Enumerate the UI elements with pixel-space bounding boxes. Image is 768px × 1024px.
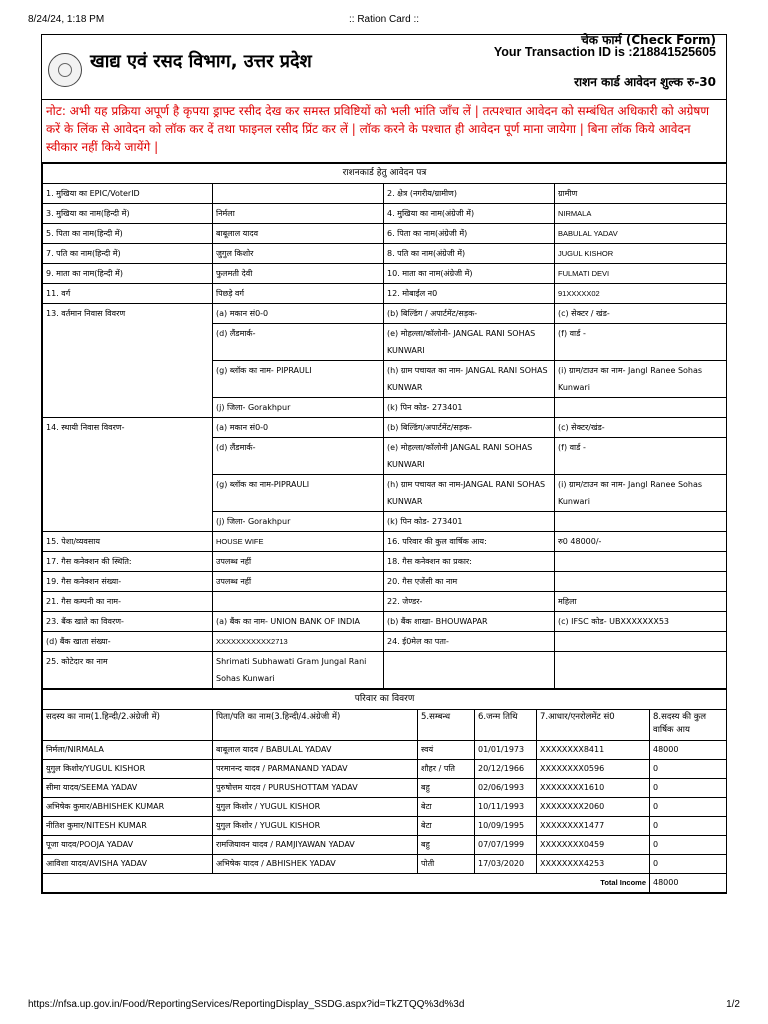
table-row [43, 741, 727, 760]
table-row [43, 224, 727, 244]
form-header [42, 35, 726, 100]
field-value: (c) IFSC कोड- UBXXXXXXX53 [555, 612, 727, 632]
member-name: निर्मला/NIRMALA [43, 741, 213, 760]
field-label: 5. पिता का नाम(हिन्दी में) [43, 224, 213, 244]
field-label: 23. बैंक खाते का विवरण- [43, 612, 213, 632]
field-value: (c) सेक्टर/खंड- [555, 418, 727, 438]
table-row [43, 184, 727, 204]
field-value: (b) बिल्डिंग / अपार्टमेंट/सड़क- [384, 304, 555, 324]
field-value: HOUSE WIFE [213, 532, 384, 552]
table-row [43, 592, 727, 612]
column-header: 8.सदस्य की कुल वार्षिक आय [650, 710, 727, 741]
transaction-label: Your Transaction ID is : [493, 45, 633, 59]
field-label: 11. वर्ग [43, 284, 213, 304]
field-value: Shrimati Subhawati Gram Jungal Rani Sohas Kunwari [213, 652, 384, 689]
up-emblem-icon [48, 53, 82, 87]
field-label: 17. गैस कनेक्शन की स्थिति: [43, 552, 213, 572]
field-value: (f) वार्ड - [555, 324, 727, 361]
income: 0 [650, 798, 727, 817]
relation: पोती [418, 855, 475, 874]
parent-name: युगुल किशोर / YUGUL KISHOR [213, 817, 418, 836]
field-label: 24. ई0मेल का पता- [384, 632, 555, 652]
field-label: 8. पति का नाम(अंग्रेजी में) [384, 244, 555, 264]
aadhaar-number: XXXXXXXX0459 [537, 836, 650, 855]
application-table [42, 163, 727, 689]
field-value: BABULAL YADAV [555, 224, 727, 244]
field-value [555, 552, 727, 572]
relation: बेटा [418, 817, 475, 836]
page-url: https://nfsa.up.gov.in/Food/ReportingServices/ReportingDisplay_SSDG.aspx?id=TkZTQQ%3d%3d [28, 999, 465, 1010]
parent-name: पुरुषोत्तम यादव / PURUSHOTTAM YADAV [213, 779, 418, 798]
relation: बहु [418, 779, 475, 798]
field-value [555, 652, 727, 689]
total-income-value: 48000 [650, 874, 727, 893]
field-value: (b) बिल्डिंग/अपार्टमेंट/सड़क- [384, 418, 555, 438]
table-row [43, 760, 727, 779]
field-value: (e) मोहल्ला/कॉलोनी- JANGAL RANI SOHAS KUNWARI [384, 324, 555, 361]
field-label: 4. मुखिया का नाम(अंग्रेजी में) [384, 204, 555, 224]
field-value: (e) मोहल्ला/कॉलोनी JANGAL RANI SOHAS KUNWARI [384, 438, 555, 475]
field-value: (a) मकान सं0-0 [213, 304, 384, 324]
family-header-row [43, 710, 727, 741]
permanent-address-label: 14. स्थायी निवास विवरण- [43, 418, 213, 532]
field-value: (i) ग्राम/टाउन का नाम- Jangl Ranee Sohas Kunwari [555, 361, 727, 398]
field-label: 20. गैस एजेंसी का नाम [384, 572, 555, 592]
current-address-label: 13. वर्तमान निवास विवरण [43, 304, 213, 418]
field-label: 1. मुखिया का EPIC/VoterID [43, 184, 213, 204]
field-value: (h) ग्राम पचायत का नाम-JANGAL RANI SOHAS KUNWAR [384, 475, 555, 512]
field-value: XXXXXXXXXXX2713 [213, 632, 384, 652]
field-value: (k) पिन कोड- 273401 [384, 398, 555, 418]
parent-name: परमानन्द यादव / PARMANAND YADAV [213, 760, 418, 779]
aadhaar-number: XXXXXXXX1477 [537, 817, 650, 836]
member-name: आविशा यादव/AVISHA YADAV [43, 855, 213, 874]
field-label: 16. परिवार की कुल वार्षिक आय: [384, 532, 555, 552]
department-title: खाद्य एवं रसद विभाग, उत्तर प्रदेश [90, 51, 312, 72]
field-value: (a) मकान सं0-0 [213, 418, 384, 438]
table-row [43, 532, 727, 552]
field-value: ग्रामीण [555, 184, 727, 204]
field-value: उपलब्ध नहीं [213, 572, 384, 592]
field-label: 7. पति का नाम(हिन्दी में) [43, 244, 213, 264]
field-value: (j) जिला- Gorakhpur [213, 398, 384, 418]
transaction-id [494, 45, 716, 59]
parent-name: अभिषेक यादव / ABHISHEK YADAV [213, 855, 418, 874]
birth-date: 07/07/1999 [475, 836, 537, 855]
birth-date: 17/03/2020 [475, 855, 537, 874]
field-value: (b) बैंक शाखा- BHOUWAPAR [384, 612, 555, 632]
aadhaar-number: XXXXXXXX8411 [537, 741, 650, 760]
relation: बेटा [418, 798, 475, 817]
check-form-label: चेक फार्म (Check Form) [581, 33, 716, 47]
table-row [43, 244, 727, 264]
birth-date: 10/11/1993 [475, 798, 537, 817]
income: 0 [650, 760, 727, 779]
member-name: अभिषेक कुमार/ABHISHEK KUMAR [43, 798, 213, 817]
field-value: (k) पिन कोड- 273401 [384, 512, 555, 532]
parent-name: रामजियावन यादव / RAMJIYAWAN YADAV [213, 836, 418, 855]
field-value: उपलब्ध नहीं [213, 552, 384, 572]
field-label: 9. माता का नाम(हिन्दी में) [43, 264, 213, 284]
field-value: FULMATI DEVI [555, 264, 727, 284]
income: 0 [650, 855, 727, 874]
member-name: पूजा यादव/POOJA YADAV [43, 836, 213, 855]
field-value: जुगुल किशोर [213, 244, 384, 264]
family-title: परिवार का विवरण [43, 690, 727, 710]
ration-card-form [41, 34, 727, 894]
field-value [384, 652, 555, 689]
aadhaar-number: XXXXXXXX0596 [537, 760, 650, 779]
current-address-row [43, 304, 727, 324]
field-value [213, 184, 384, 204]
field-label: 22. जेण्डर- [384, 592, 555, 612]
table-row [43, 652, 727, 689]
birth-date: 01/01/1973 [475, 741, 537, 760]
field-value: (a) बैंक का नाम- UNION BANK OF INDIA [213, 612, 384, 632]
income: 0 [650, 817, 727, 836]
field-value: निर्मला [213, 204, 384, 224]
table-row [43, 284, 727, 304]
field-value: (d) लैंडमार्क- [213, 438, 384, 475]
field-value: रु0 48000/- [555, 532, 727, 552]
field-value: (g) ब्लॉक का नाम-PIPRAULI [213, 475, 384, 512]
field-label: 2. क्षेत्र (नगरीय/ग्रामीण) [384, 184, 555, 204]
field-value: (j) जिला- Gorakhpur [213, 512, 384, 532]
field-label: (d) बैंक खाता संख्या- [43, 632, 213, 652]
total-row [43, 874, 727, 893]
table-row [43, 572, 727, 592]
table-row [43, 817, 727, 836]
field-value: (h) ग्राम पचायत का नाम- JANGAL RANI SOHAS KUNWAR [384, 361, 555, 398]
field-value: (i) ग्राम/टाउन का नाम- Jangl Ranee Sohas Kunwari [555, 475, 727, 512]
field-value: 91XXXXX02 [555, 284, 727, 304]
column-header: सदस्य का नाम(1.हिन्दी/2.अंग्रेजी में) [43, 710, 213, 741]
member-name: नीतिश कुमार/NITESH KUMAR [43, 817, 213, 836]
field-label: 21. गैस कम्पनी का नाम- [43, 592, 213, 612]
member-name: युगुल किशोर/YUGUL KISHOR [43, 760, 213, 779]
table-row [43, 855, 727, 874]
birth-date: 02/06/1993 [475, 779, 537, 798]
notice-text: नोट: अभी यह प्रक्रिया अपूर्ण है कृपया ड्राफ्ट रसीद देख कर समस्त प्रविष्टियों को भली भांति जाँच लें | तत्पश्चात आवेदन को सम्बंधित अधिकारी को अग्रेषण करें के लिंक से आवेदन को लॉक कर दें तथा फाइनल रसीद प्रिंट कर लें | लॉक करने के पश्चात ही आवेदन पूर्ण माना जायेगा | बिना लॉक किये आवेदन स्वीकार नहीं किये जायेंगे | [42, 100, 726, 163]
table-row [43, 632, 727, 652]
column-header: 6.जन्म तिथि [475, 710, 537, 741]
field-value [213, 592, 384, 612]
table-row [43, 552, 727, 572]
column-header: 7.आधार/एनरोलमेंट सं0 [537, 710, 650, 741]
parent-name: बाबूलाल यादव / BABULAL YADAV [213, 741, 418, 760]
transaction-value: 218841525605 [632, 45, 716, 59]
field-label: 12. मोबाईल न0 [384, 284, 555, 304]
income: 48000 [650, 741, 727, 760]
print-title: :: Ration Card :: [348, 14, 420, 25]
field-value: (g) ब्लॉक का नाम- PIPRAULI [213, 361, 384, 398]
page-number: 1/2 [726, 999, 740, 1010]
field-label: 18. गैस कनेक्शन का प्रकार: [384, 552, 555, 572]
birth-date: 20/12/1966 [475, 760, 537, 779]
income: 0 [650, 779, 727, 798]
field-value: (d) लैंडमार्क- [213, 324, 384, 361]
print-datetime: 8/24/24, 1:18 PM [28, 14, 105, 25]
field-value: पिछड़े वर्ग [213, 284, 384, 304]
relation: स्वयं [418, 741, 475, 760]
field-value: बाबूलाल यादव [213, 224, 384, 244]
relation: बहु [418, 836, 475, 855]
field-label: 3. मुखिया का नाम(हिन्दी में) [43, 204, 213, 224]
field-value [555, 398, 727, 418]
birth-date: 10/09/1995 [475, 817, 537, 836]
table-row [43, 612, 727, 632]
field-value: (f) वार्ड - [555, 438, 727, 475]
relation: शौहर / पति [418, 760, 475, 779]
aadhaar-number: XXXXXXXX1610 [537, 779, 650, 798]
total-income-label: Total Income [43, 874, 650, 893]
field-value: फुलमती देवी [213, 264, 384, 284]
field-label: 15. पेशा/व्यवसाय [43, 532, 213, 552]
field-value [555, 572, 727, 592]
permanent-address-row [43, 418, 727, 438]
aadhaar-number: XXXXXXXX2060 [537, 798, 650, 817]
column-header: 5.सम्बन्ध [418, 710, 475, 741]
table-row [43, 779, 727, 798]
field-value: (c) सेक्टर / खंड- [555, 304, 727, 324]
table-row [43, 264, 727, 284]
field-label: 10. माता का नाम(अंग्रेजी में) [384, 264, 555, 284]
aadhaar-number: XXXXXXXX4253 [537, 855, 650, 874]
form-title: राशनकार्ड हेतु आवेदन पत्र [43, 164, 727, 184]
field-value: महिला [555, 592, 727, 612]
table-row [43, 798, 727, 817]
column-header: पिता/पति का नाम(3.हिन्दी/4.अंग्रेजी में) [213, 710, 418, 741]
field-value: NIRMALA [555, 204, 727, 224]
field-value [555, 512, 727, 532]
income: 0 [650, 836, 727, 855]
field-label: 19. गैस कनेक्शन संख्या- [43, 572, 213, 592]
table-row [43, 204, 727, 224]
parent-name: युगुल किशोर / YUGUL KISHOR [213, 798, 418, 817]
field-label: 25. कोटेदार का नाम [43, 652, 213, 689]
family-table [42, 689, 727, 893]
member-name: सीमा यादव/SEEMA YADAV [43, 779, 213, 798]
field-value: JUGUL KISHOR [555, 244, 727, 264]
table-row [43, 836, 727, 855]
field-value [555, 632, 727, 652]
field-label: 6. पिता का नाम(अंग्रेजी में) [384, 224, 555, 244]
application-fee: राशन कार्ड आवेदन शुल्क रु-30 [574, 75, 716, 89]
